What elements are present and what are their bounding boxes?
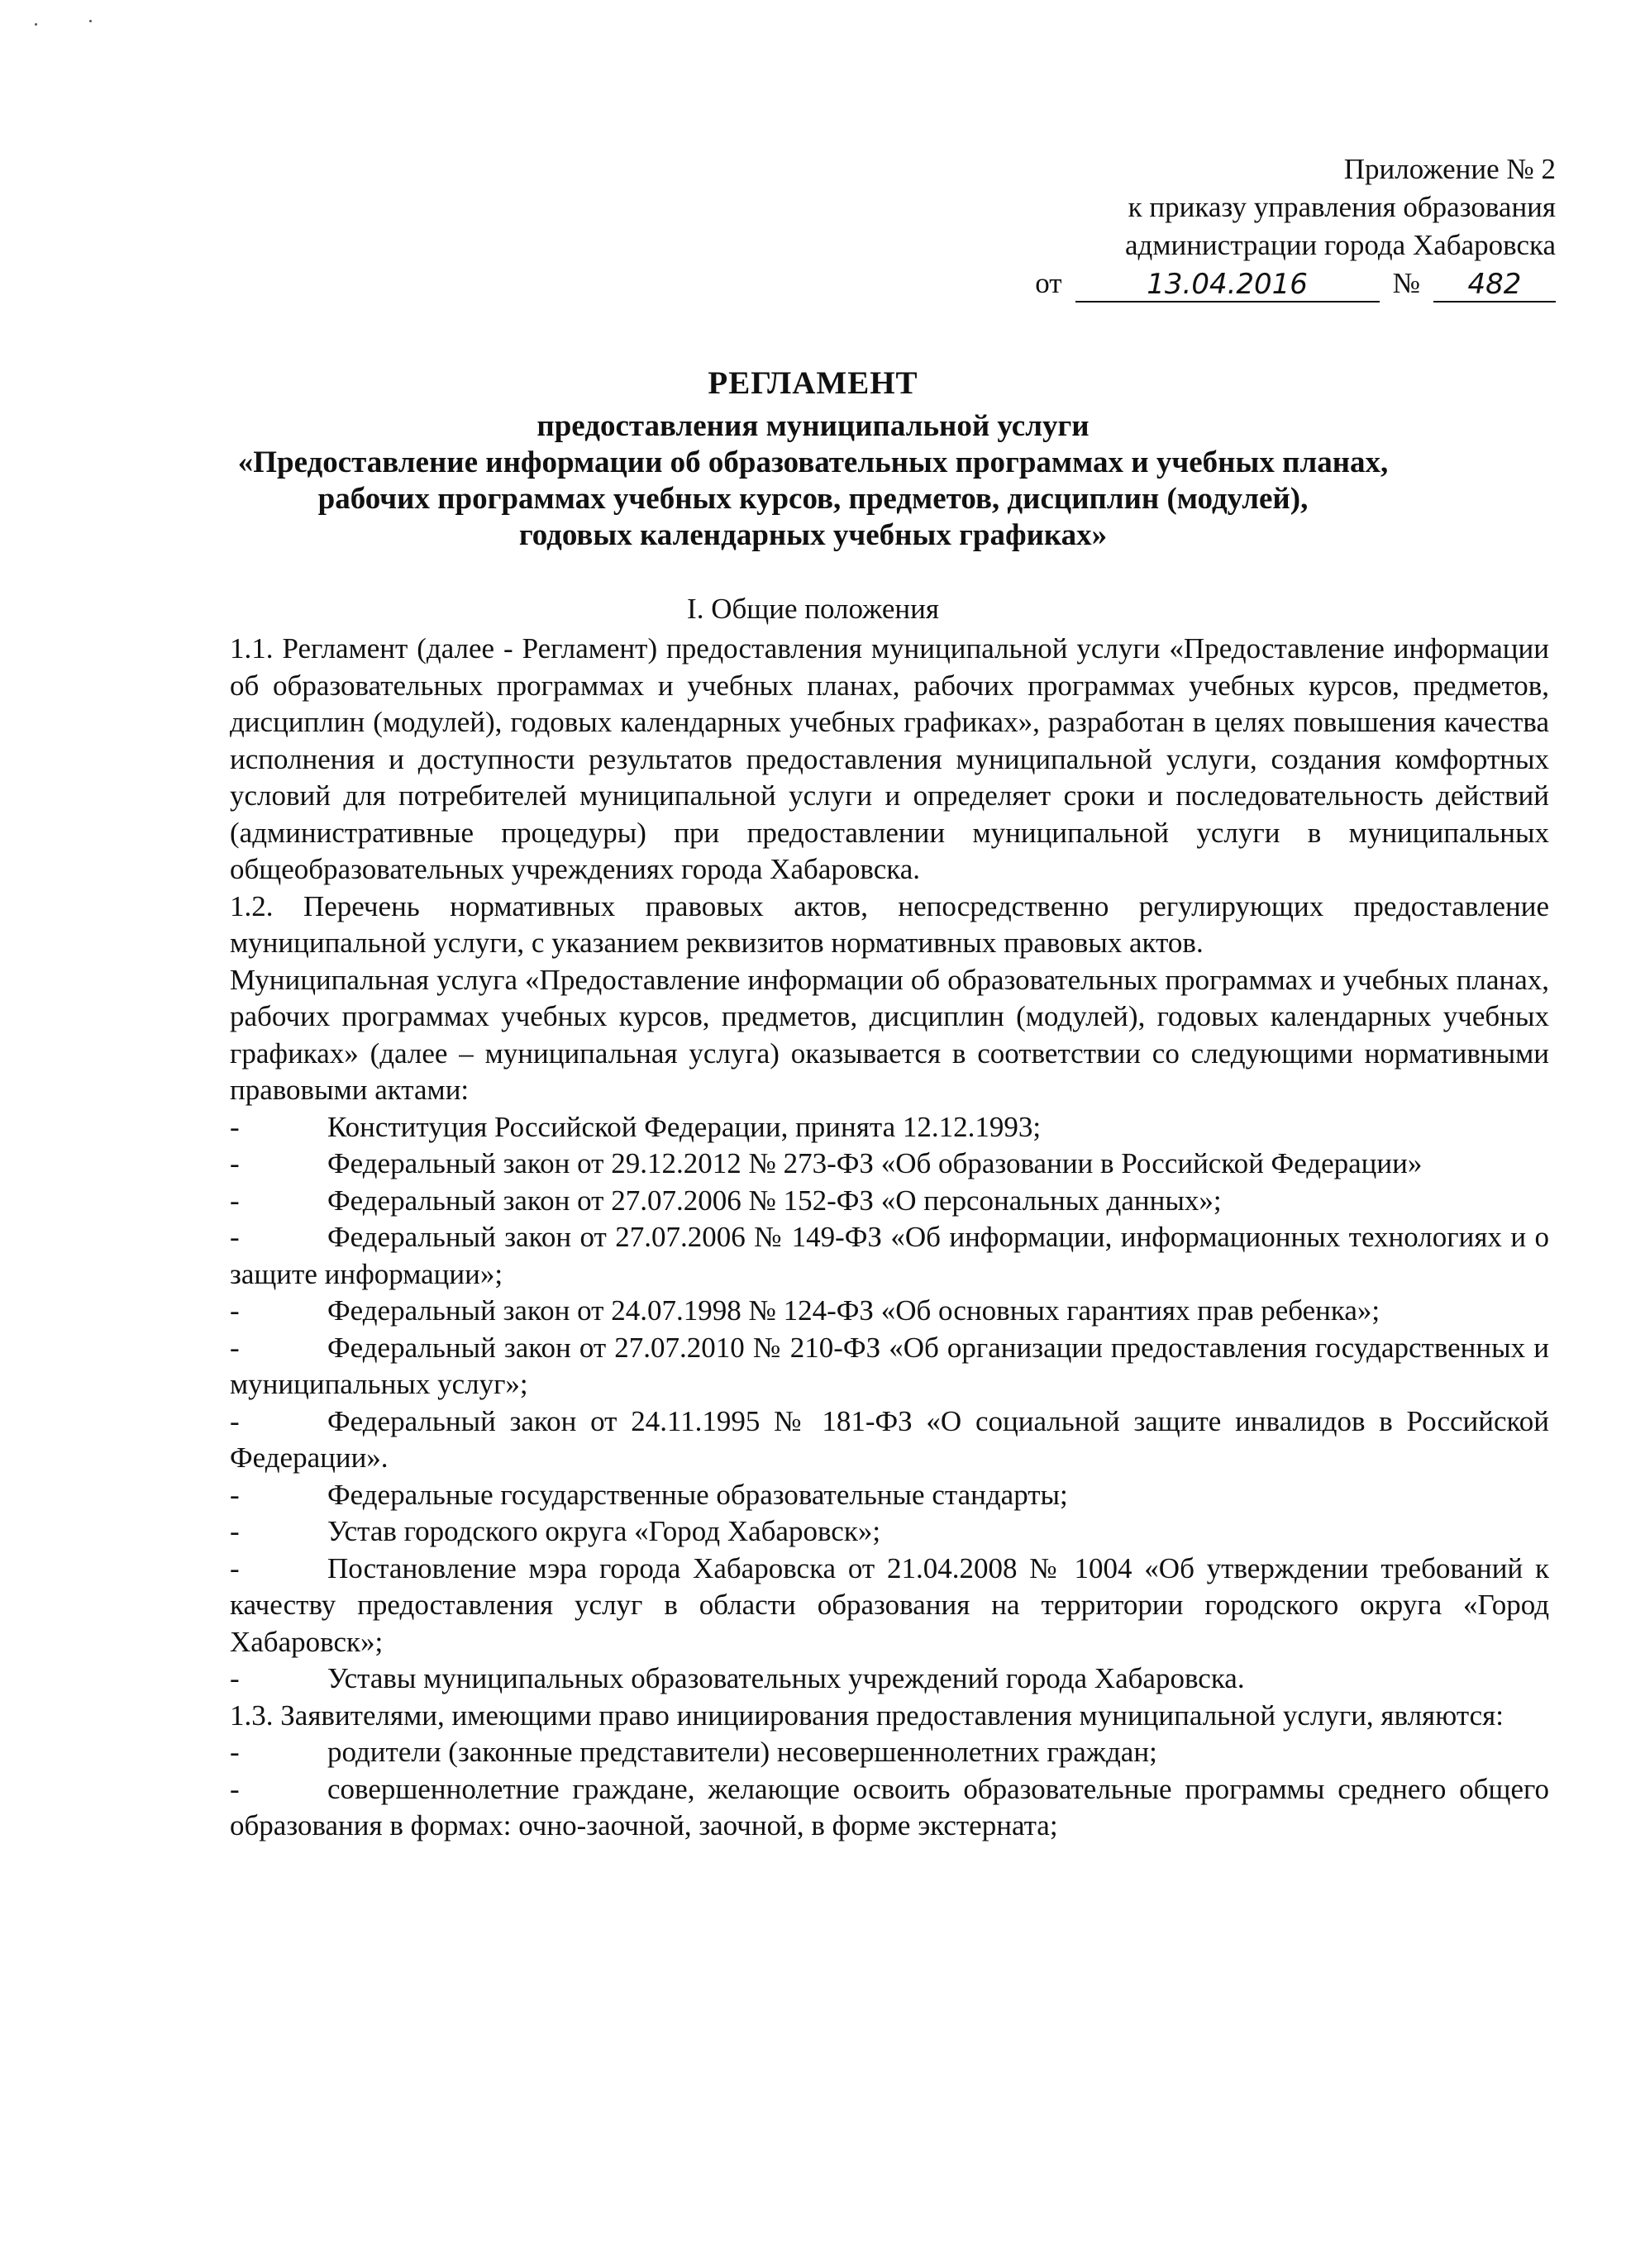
list-dash: -: [230, 1404, 240, 1437]
list-dash: -: [230, 1331, 240, 1364]
list-item: [230, 1403, 1549, 1477]
list-item-text: Федеральный закон от 27.07.2006 № 152-ФЗ «О персональных данных»;: [327, 1184, 1222, 1217]
list-item-text: Федеральный закон от 27.07.2006 № 149-ФЗ «Об информации, информационных технологиях и о защите информации»;: [230, 1221, 1549, 1290]
list-item-text: Федеральный закон от 24.11.1995 № 181-ФЗ «О социальной защите инвалидов в Российской Федерации».: [230, 1404, 1549, 1474]
list-item-text: Конституция Российской Федерации, принята 12.12.1993;: [327, 1110, 1042, 1143]
annex-header: [1035, 150, 1556, 303]
document-body: [230, 631, 1549, 1845]
subtitle-line-3: рабочих программах учебных курсов, предметов, дисциплин (модулей),: [317, 482, 1309, 516]
paragraph-service: Муниципальная услуга «Предоставление информации об образовательных программах и учебных планах, рабочих программах учебных курсов, предметов, дисциплин (модулей), годовых календарных учебных графиках» (далее – муниципальная услуга) оказывается в соответствии со следующими нормативными правовыми актами:: [230, 963, 1549, 1106]
list-dash: -: [230, 1478, 240, 1511]
list-item: [230, 1513, 1549, 1551]
list-item-text: Уставы муниципальных образовательных учреждений города Хабаровска.: [327, 1662, 1245, 1694]
list-item: [230, 1660, 1549, 1698]
list-item: [230, 1771, 1549, 1845]
scan-speck: [89, 20, 92, 22]
document-subtitle: [0, 408, 1626, 554]
list-dash: -: [230, 1294, 240, 1327]
applicants-list: [230, 1734, 1549, 1845]
number-prefix: №: [1392, 267, 1420, 299]
annex-number: Приложение № 2: [1343, 153, 1556, 185]
list-dash: -: [230, 1662, 240, 1694]
list-dash: -: [230, 1772, 240, 1805]
paragraph-1-2: 1.2. Перечень нормативных правовых актов, непосредственно регулирующих предоставление муниципальной услуги, с указанием реквизитов нормативных правовых актов.: [230, 889, 1549, 959]
list-item-text: Федеральный закон от 24.07.1998 № 124-ФЗ «Об основных гарантиях прав ребенка»;: [327, 1294, 1380, 1327]
list-item: [230, 1330, 1549, 1403]
order-date-handwritten: 13.04.2016: [1075, 268, 1380, 303]
order-number-handwritten: 482: [1433, 268, 1556, 303]
date-prefix: от: [1035, 267, 1062, 299]
list-item-text: родители (законные представители) несовершеннолетних граждан;: [327, 1736, 1157, 1768]
list-item-text: Федеральные государственные образовательные стандарты;: [327, 1478, 1068, 1511]
annex-order-ref: к приказу управления образования: [1128, 191, 1556, 223]
list-item: [230, 1734, 1549, 1771]
list-item-text: совершеннолетние граждане, желающие освоить образовательные программы среднего общего образования в формах: очно-заочной, заочной, в форме экстерната;: [230, 1772, 1549, 1842]
paragraph-1-1: 1.1. Регламент (далее - Регламент) предоставления муниципальной услуги «Предоставление информации об образовательных программах и учебных планах, рабочих программах учебных курсов, предметов, дисциплин (модулей), годовых календарных учебных графиках», разработан в целях повышения качества исполнения и доступности результатов предоставления муниципальной услуги, создания комфортных условий для потребителей муниципальной услуги и определяет сроки и последовательность действий (административные процедуры) при предоставлении муниципальной услуги в муниципальных общеобразовательных учреждениях города Хабаровска.: [230, 632, 1549, 885]
list-item-text: Устав городского округа «Город Хабаровск»;: [327, 1515, 881, 1547]
acts-list: [230, 1109, 1549, 1698]
document-title: РЕГЛАМЕНТ: [708, 365, 918, 401]
list-item-text: Постановление мэра города Хабаровска от 21.04.2008 № 1004 «Об утверждении требований к качеству предоставления услуг в области образования на территории городского округа «Город Хабаровск»;: [230, 1551, 1549, 1658]
paragraph-1-3: 1.3. Заявителями, имеющими право инициирования предоставления муниципальной услуги, являются:: [230, 1699, 1504, 1732]
annex-administration: администрации города Хабаровска: [1124, 229, 1556, 261]
list-item: [230, 1146, 1549, 1183]
list-item: [230, 1551, 1549, 1661]
list-dash: -: [230, 1551, 240, 1584]
subtitle-line-4: годовых календарных учебных графиках»: [518, 518, 1108, 552]
list-dash: -: [230, 1515, 240, 1547]
list-item: [230, 1219, 1549, 1293]
subtitle-line-2: «Предоставление информации об образовательных программах и учебных планах,: [237, 446, 1389, 479]
annex-date-line: [1035, 264, 1556, 303]
subtitle-line-1: предоставления муниципальной услуги: [536, 409, 1090, 443]
list-dash: -: [230, 1221, 240, 1253]
list-dash: -: [230, 1147, 240, 1179]
list-dash: -: [230, 1736, 240, 1768]
list-item-text: Федеральный закон от 29.12.2012 № 273-ФЗ «Об образовании в Российской Федерации»: [327, 1147, 1423, 1179]
list-item: [230, 1293, 1549, 1330]
list-dash: -: [230, 1110, 240, 1143]
section-heading: I. Общие положения: [687, 593, 939, 625]
list-item: [230, 1477, 1549, 1514]
scan-speck: [35, 23, 37, 26]
list-item: [230, 1183, 1549, 1220]
list-item: [230, 1109, 1549, 1146]
list-item-text: Федеральный закон от 27.07.2010 № 210-ФЗ «Об организации предоставления государственных и муниципальных услуг»;: [230, 1331, 1549, 1400]
list-dash: -: [230, 1184, 240, 1217]
